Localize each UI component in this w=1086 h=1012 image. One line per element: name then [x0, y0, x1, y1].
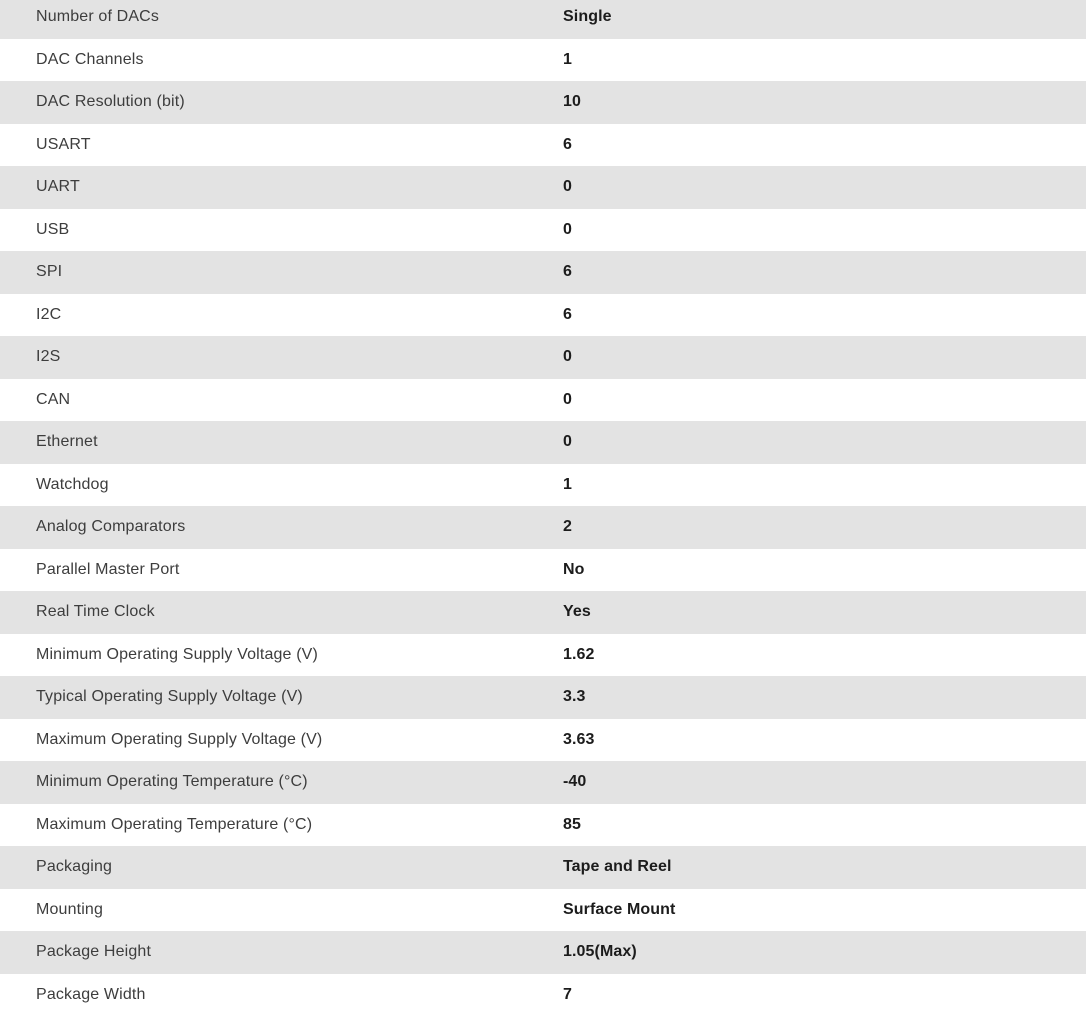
- spec-label: Packaging: [36, 858, 113, 876]
- spec-value: 3.3: [563, 688, 586, 706]
- spec-value: Surface Mount: [563, 900, 676, 918]
- table-row: [0, 549, 1086, 592]
- spec-label: I2C: [36, 305, 62, 323]
- spec-label: CAN: [36, 390, 71, 408]
- spec-label: Maximum Operating Supply Voltage (V): [36, 730, 323, 748]
- spec-label: Mounting: [36, 900, 104, 918]
- spec-value: 1.62: [563, 645, 595, 663]
- table-row: [0, 761, 1086, 804]
- spec-label: Number of DACs: [36, 8, 160, 26]
- spec-label: SPI: [36, 263, 63, 281]
- table-row: [0, 379, 1086, 422]
- table-row: [0, 931, 1086, 974]
- spec-label: DAC Resolution (bit): [36, 93, 185, 111]
- table-row: [0, 209, 1086, 252]
- table-row: [0, 39, 1086, 82]
- spec-value: 0: [563, 433, 572, 451]
- table-row: [0, 676, 1086, 719]
- spec-value: 1.05(Max): [563, 943, 637, 961]
- spec-value: 0: [563, 220, 572, 238]
- table-row: [0, 294, 1086, 337]
- spec-value: 85: [563, 815, 581, 833]
- spec-label: I2S: [36, 348, 61, 366]
- table-row: [0, 0, 1086, 39]
- table-row: [0, 421, 1086, 464]
- spec-label: Ethernet: [36, 433, 98, 451]
- spec-label: Typical Operating Supply Voltage (V): [36, 688, 303, 706]
- spec-value: 6: [563, 305, 572, 323]
- spec-label: Maximum Operating Temperature (°C): [36, 815, 313, 833]
- spec-label: Minimum Operating Temperature (°C): [36, 773, 308, 791]
- table-row: [0, 719, 1086, 762]
- spec-label: Package Height: [36, 943, 152, 961]
- table-row: [0, 166, 1086, 209]
- table-row: [0, 591, 1086, 634]
- spec-label: Real Time Clock: [36, 603, 155, 621]
- spec-value: 0: [563, 390, 572, 408]
- spec-value: 3.63: [563, 730, 595, 748]
- spec-value: No: [563, 560, 585, 578]
- spec-value: 10: [563, 93, 581, 111]
- spec-value: 1: [563, 475, 572, 493]
- table-row: [0, 846, 1086, 889]
- spec-label: UART: [36, 178, 80, 196]
- spec-value: Single: [563, 8, 612, 26]
- table-row: [0, 81, 1086, 124]
- spec-value: 2: [563, 518, 572, 536]
- spec-label: USART: [36, 135, 91, 153]
- table-row: [0, 464, 1086, 507]
- spec-label: USB: [36, 220, 70, 238]
- table-row: [0, 506, 1086, 549]
- spec-value: 1: [563, 50, 572, 68]
- spec-value: Yes: [563, 603, 591, 621]
- spec-value: 0: [563, 178, 572, 196]
- spec-label: Minimum Operating Supply Voltage (V): [36, 645, 318, 663]
- table-row: [0, 124, 1086, 167]
- spec-label: Analog Comparators: [36, 518, 186, 536]
- spec-value: -40: [563, 773, 587, 791]
- table-row: [0, 889, 1086, 932]
- table-row: [0, 634, 1086, 677]
- table-row: [0, 336, 1086, 379]
- spec-value: 6: [563, 263, 572, 281]
- spec-label: DAC Channels: [36, 50, 144, 68]
- spec-label: Watchdog: [36, 475, 109, 493]
- spec-label: Parallel Master Port: [36, 560, 180, 578]
- spec-label: Package Width: [36, 985, 146, 1003]
- table-row: [0, 251, 1086, 294]
- spec-value: 6: [563, 135, 572, 153]
- spec-value: 0: [563, 348, 572, 366]
- table-row: [0, 974, 1086, 1012]
- table-row: [0, 804, 1086, 847]
- spec-value: 7: [563, 985, 572, 1003]
- spec-value: Tape and Reel: [563, 858, 672, 876]
